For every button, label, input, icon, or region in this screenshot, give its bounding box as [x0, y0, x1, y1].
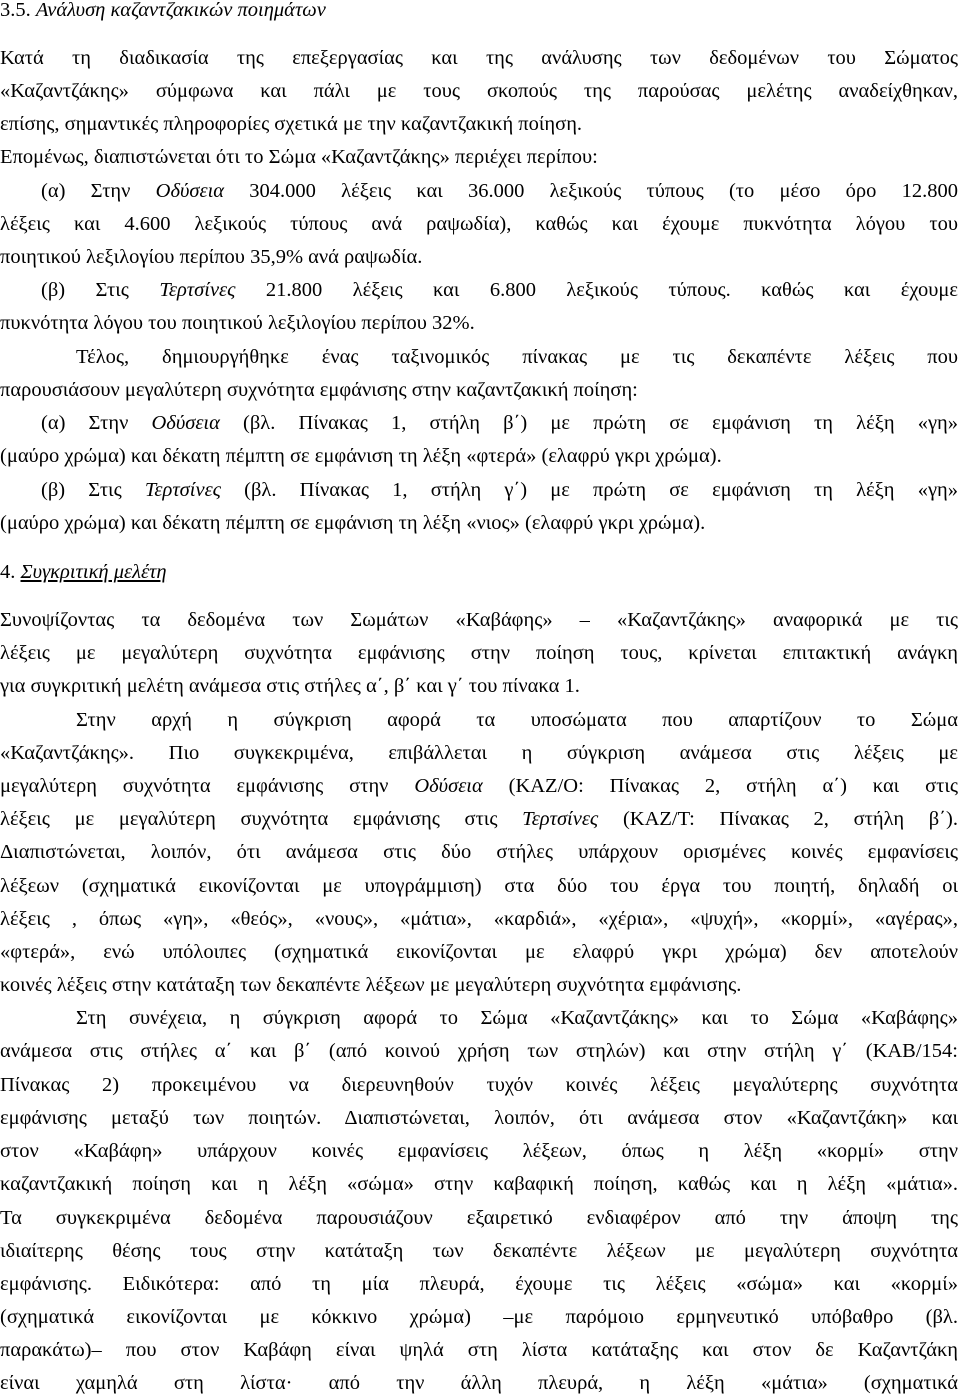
paragraph-line: εμφάνισης μεταξύ των ποιητών. Διαπιστώνεται, λοιπόν, ότι ανάμεσα στον «Καζαντζάκη» και [0, 1107, 958, 1129]
section-title: Ανάλυση καζαντζακικών ποιημάτων [35, 0, 326, 21]
list-item-text: (β) Στις [41, 279, 160, 301]
paragraph-line: επίσης, σημαντικές πληροφορίες σχετικά με την καζαντζακική ποίηση. [0, 113, 583, 135]
section-number: 3.5. [0, 0, 31, 21]
section-title: Συγκριτική μελέτη [20, 561, 167, 583]
paragraph-line: κοινές λέξεις στην κατάταξη των δεκαπέντε λέξεων με μεγαλύτερη συχνότητα εμφάνισης. [0, 974, 742, 996]
paragraph-text: μεγαλύτερη συχνότητα εμφάνισης στην [0, 775, 415, 797]
paragraph-line: «φτερά», ενώ υπόλοιπες (σχηματικά εικονίζονται με ελαφρύ γκρι χρώμα) δεν αποτελούν [0, 941, 958, 963]
paragraph-line: Διαπιστώνεται, λοιπόν, ότι ανάμεσα στις δύο στήλες υπάρχουν ορισμένες κοινές εμφανίσεις [0, 841, 958, 863]
paragraph-line: ιδιαίτερης θέσης τους στην κατάταξη των δεκαπέντε λέξεων με μεγαλύτερη συχνότητα [0, 1240, 958, 1262]
list-item-text: (α) Στην [41, 412, 152, 434]
work-title: Τερτσίνες [144, 479, 221, 501]
paragraph-line: εμφάνισης. Ειδικότερα: από τη μία πλευρά, έχουμε τις λέξεις «σώμα» και «κορμί» [0, 1273, 958, 1295]
list-item-text: (β) Στις [41, 479, 145, 501]
list-item-text: (βλ. Πίνακας 1, στήλη γ΄) με πρώτη σε εμφάνιση τη λέξη «γη» [220, 479, 958, 501]
paragraph-line: Τα συγκεκριμένα δεδομένα παρουσιάζουν εξαιρετικό ενδιαφέρον από την άποψη της [0, 1207, 958, 1229]
list-item-text: 304.000 λέξεις και 36.000 λεξικούς τύπους (το μέσο όρο 12.800 [224, 180, 958, 202]
paragraph-line: λέξεις με μεγαλύτερη συχνότητα εμφάνισης στην ποίηση τους, κρίνεται επιτακτική ανάγκη [0, 642, 958, 664]
paragraph-line: για συγκριτική μελέτη ανάμεσα στις στήλες α΄, β΄ και γ΄ του πίνακα 1. [0, 675, 580, 697]
list-item-text: 21.800 λέξεις και 6.800 λεξικούς τύπους. καθώς και έχουμε [235, 279, 958, 301]
paragraph-line: Στην αρχή η σύγκριση αφορά τα υποσώματα που απαρτίζουν το Σώμα [76, 709, 958, 731]
list-item-line [41, 175, 958, 208]
list-item-line [41, 474, 958, 507]
work-title: Τερτσίνες [159, 279, 236, 301]
work-title: Οδύσεια [414, 775, 483, 797]
paragraph-line: είναι χαμηλά στη λίστα· από την άλλη πλευρά, η λέξη «μάτια» (σχηματικά [0, 1372, 958, 1394]
list-item-line: ποιητικού λεξιλογίου περίπου 35,9% ανά ραψωδία. [0, 246, 423, 268]
paragraph-line: Κατά τη διαδικασία της επεξεργασίας και της ανάλυσης των δεδομένων του Σώματος [0, 47, 958, 69]
paragraph-line: Στη συνέχεια, η σύγκριση αφορά το Σώμα «Καζαντζάκης» και το Σώμα «Καβάφης» [76, 1007, 958, 1029]
list-item-line: λέξεις και 4.600 λεξικούς τύπους ανά ραψωδία), καθώς και έχουμε πυκνότητα λόγου του [0, 213, 958, 235]
paragraph-line: Πίνακας 2) προκειμένου να διερευνηθούν τυχόν κοινές λέξεις μεγαλύτερης συχνότητα [0, 1074, 958, 1096]
paragraph-text: (KAZ/O: Πίνακας 2, στήλη α΄) και στις [482, 775, 959, 797]
paragraph-line: καζαντζακική ποίηση και η λέξη «σώμα» στην καβαφική ποίηση, καθώς και η λέξη «μάτια». [0, 1173, 958, 1195]
work-title: Οδύσεια [155, 180, 225, 202]
paragraph-line: λέξεις , όπως «γη», «θεός», «νους», «μάτια», «καρδιά», «χέρια», «ψυχή», «κορμί», «αγέρας», [0, 908, 958, 930]
paragraph-line: Συνοψίζοντας τα δεδομένα των Σωμάτων «Καβάφης» – «Καζαντζάκης» αναφορικά με τις [0, 609, 958, 631]
work-title: Οδύσεια [151, 412, 220, 434]
paragraph-line: λέξεων (σχηματικά εικονίζονται με υπογράμμιση) στα δύο του έργα του ποιητή, δηλαδή οι [0, 875, 958, 897]
paragraph-line: στον «Καβάφη» υπάρχουν κοινές εμφανίσεις λέξεων, όπως η λέξη «κορμί» στην [0, 1140, 958, 1162]
work-title: Τερτσίνες [522, 808, 599, 830]
paragraph-line: Επομένως, διαπιστώνεται ότι το Σώμα «Καζαντζάκης» περιέχει περίπου: [0, 146, 598, 168]
paragraph-line: «Καζαντζάκης». Πιο συγκεκριμένα, επιβάλλεται η σύγκριση ανάμεσα στις λέξεις με [0, 742, 958, 764]
list-item-line: (μαύρο χρώμα) και δέκατη πέμπτη σε εμφάνιση τη λέξη «φτερά» (ελαφρύ γκρι χρώμα). [0, 445, 722, 467]
paragraph-line: παρουσιάσουν μεγαλύτερη συχνότητα εμφάνισης στην καζαντζακική ποίηση: [0, 379, 638, 401]
list-item-line: πυκνότητα λόγου του ποιητικού λεξιλογίου περίπου 32%. [0, 312, 475, 334]
list-item-line [41, 274, 958, 307]
list-item-text: (α) Στην [41, 180, 156, 202]
paragraph-line: παρακάτω)– που στον Καβάφη είναι ψηλά στη λίστα κατάταξης και στον δε Καζαντζάκη [0, 1339, 958, 1361]
list-item-line: (μαύρο χρώμα) και δέκατη πέμπτη σε εμφάνιση τη λέξη «νιος» (ελαφρύ γκρι χρώμα). [0, 512, 706, 534]
paragraph-line: ανάμεσα στις στήλες α΄ και β΄ (από κοινού χρήση των στηλών) και στην στήλη γ΄ (KAB/154: [0, 1040, 958, 1062]
paragraph-line [0, 803, 958, 836]
paragraph-text: λέξεις με μεγαλύτερη συχνότητα εμφάνισης στις [0, 808, 523, 830]
paragraph-line: «Καζαντζάκης» σύμφωνα και πάλι με τους σκοπούς της παρούσας μελέτης αναδείχθηκαν, [0, 80, 958, 102]
paragraph-line [0, 770, 958, 803]
list-item-text: (βλ. Πίνακας 1, στήλη β΄) με πρώτη σε εμφάνιση τη λέξη «γη» [219, 412, 958, 434]
section-number: 4. [0, 561, 21, 583]
paragraph-line: (σχηματικά εικονίζονται με κόκκινο χρώμα) –με παρόμοιο ερμηνευτικό υπόβαθρο (βλ. [0, 1306, 958, 1328]
section-heading [0, 0, 960, 27]
list-item-line [41, 407, 958, 440]
paragraph-text: (KAZ/T: Πίνακας 2, στήλη β΄). [598, 808, 959, 830]
section-heading [0, 556, 960, 589]
paragraph-line: Τέλος, δημιουργήθηκε ένας ταξινομικός πίνακας με τις δεκαπέντε λέξεις που [76, 346, 958, 368]
